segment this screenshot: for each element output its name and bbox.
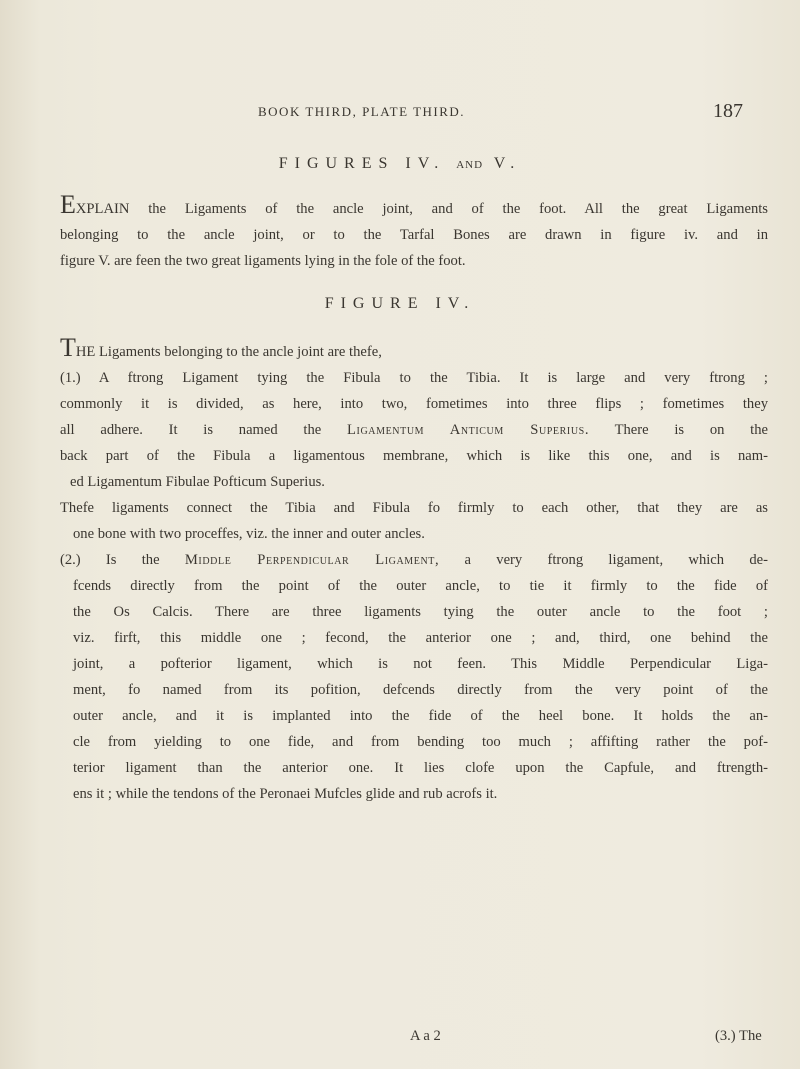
- heading-title: FIGURES IV.: [278, 155, 446, 172]
- body-line-7: Thefe ligaments connect the Tibia and Fibula fo firmly to each other, that they are as: [60, 500, 768, 516]
- signature-mark: A a 2: [410, 1028, 441, 1044]
- catchword: (3.) The: [715, 1028, 762, 1044]
- body-line-14: ment, fo named from its pofition, defcends directly from the very point of the: [73, 682, 768, 698]
- body-line-9-b: a very ftrong ligament, which de-: [439, 552, 768, 568]
- body-line-9-a: (2.) Is the: [60, 552, 185, 568]
- intro-paragraph: [60, 190, 768, 274]
- heading-figure-iv: FIGURE IV.: [324, 295, 476, 312]
- body-dropcap: T: [60, 333, 76, 362]
- ligamentum-anticum-term: Ligamentum Anticum Superius.: [347, 422, 590, 438]
- body-line-18: ens it ; while the tendons of the Peronaei Mufcles glide and rub acrofs it.: [73, 786, 498, 802]
- intro-line-1: XPLAIN the Ligaments of the ancle joint, and of the foot. All the great Ligaments: [75, 201, 768, 217]
- intro-line: [60, 190, 768, 222]
- running-head: [0, 100, 800, 124]
- body-line-5: back part of the Fibula a ligamentous membrane, which is like this one, and is nam-: [60, 448, 768, 464]
- middle-perpendicular-term: Middle Perpendicular Ligament,: [184, 552, 440, 568]
- heading-title-2: V.: [493, 155, 522, 172]
- body-line-16: cle from yielding to one fide, and from bending too much ; affifting rather the pof-: [73, 734, 768, 750]
- heading-figures-iv-v: [0, 155, 800, 173]
- body-line-8: one bone with two proceffes, viz. the inner and outer ancles.: [73, 526, 425, 542]
- body-line-6: ed Ligamentum Fibulae Pofticum Superius.: [70, 474, 325, 490]
- body-line-15: outer ancle, and it is implanted into the fide of the heel bone. It holds the an-: [73, 708, 768, 724]
- running-title: BOOK THIRD, PLATE THIRD.: [258, 104, 466, 119]
- body-line-1-text: HE Ligaments belonging to the ancle joint are thefe,: [75, 344, 382, 360]
- body-line-3: commonly it is divided, as here, into two, fometimes into three flips ; fometimes they: [60, 396, 768, 412]
- body-line-13: joint, a pofterior ligament, which is not feen. This Middle Perpendicular Liga-: [73, 656, 768, 672]
- page-number: 187: [713, 100, 743, 122]
- body-line-4-a: all adhere. It is named the: [60, 422, 348, 438]
- body-line-12: viz. firft, this middle one ; fecond, the anterior one ; and, third, one behind the: [73, 630, 768, 646]
- body-line-9: [60, 547, 768, 573]
- intro-line-3: figure V. are feen the two great ligaments lying in the fole of the foot.: [60, 253, 466, 269]
- body-line-17: terior ligament than the anterior one. It lies clofe upon the Capfule, and ftrength-: [73, 760, 768, 776]
- body-line-11: the Os Calcis. There are three ligaments tying the outer ancle to the foot ;: [73, 604, 768, 620]
- intro-line-2: belonging to the ancle joint, or to the Tarfal Bones are drawn in figure iv. and in: [60, 227, 768, 243]
- heading-and: AND: [456, 159, 484, 171]
- intro-dropcap: E: [60, 190, 76, 219]
- body-line-4-b: There is on the: [589, 422, 769, 438]
- body-line-4: [60, 417, 768, 443]
- body-line-10: fcends directly from the point of the outer ancle, to tie it firmly to the fide of: [73, 578, 768, 594]
- body-line-2: (1.) A ftrong Ligament tying the Fibula to the Tibia. It is large and very ftrong ;: [60, 370, 768, 386]
- figure-iv-body: [60, 333, 769, 807]
- body-line-1: [60, 333, 768, 365]
